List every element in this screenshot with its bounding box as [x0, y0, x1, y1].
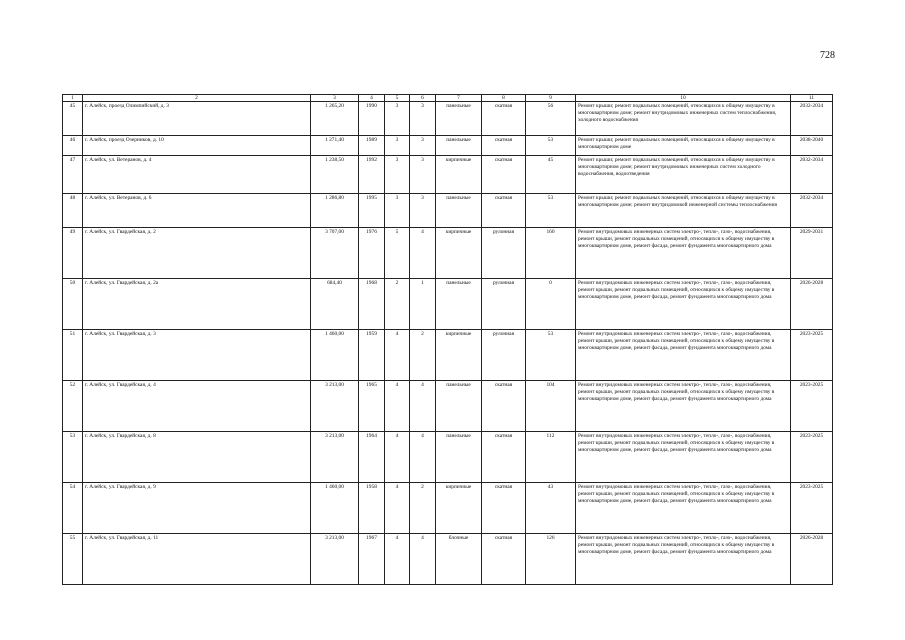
- area-cell: 1 460,00: [311, 330, 359, 381]
- apartments-cell: 160: [526, 228, 576, 279]
- apartments-cell: 53: [526, 136, 576, 156]
- table-row: [63, 330, 833, 381]
- address-cell: г. Алейск, ул. Ветеранов, д. 4: [83, 156, 311, 194]
- row-number-cell: 49: [63, 228, 83, 279]
- floors-cell: 3: [385, 156, 410, 194]
- walls-material-cell: панельные: [436, 194, 482, 228]
- walls-material-cell: панельные: [436, 432, 482, 483]
- year-cell: 1965: [359, 381, 385, 432]
- table-body: [63, 102, 833, 585]
- walls-material-cell: блочные: [436, 534, 482, 585]
- row-number-cell: 46: [63, 136, 83, 156]
- works-list-cell: Ремонт внутридомовых инженерных систем электро-, тепло-, газо-, водоснабжения, ремонт крыши, ремонт подвальных помещений, относящихся к общему имуществу в многоквартирном доме, ремонт фасада, ремонт фундамента многоквартирного дома: [576, 381, 791, 432]
- column-header: 2: [83, 95, 311, 102]
- table-row: [63, 156, 833, 194]
- column-header: 5: [385, 95, 410, 102]
- roof-type-cell: скатная: [482, 381, 526, 432]
- table-row: [63, 102, 833, 136]
- address-cell: г. Алейск, ул. Гвардейская, д. 2а: [83, 279, 311, 330]
- row-number-cell: 45: [63, 102, 83, 136]
- works-list-cell: Ремонт внутридомовых инженерных систем электро-, тепло-, газо-, водоснабжения, ремонт крыши, ремонт подвальных помещений, относящихся к общему имуществу в многоквартирном доме, ремонт фасада, ремонт фундамента многоквартирного дома: [576, 228, 791, 279]
- roof-type-cell: рулонная: [482, 228, 526, 279]
- row-number-cell: 50: [63, 279, 83, 330]
- address-cell: г. Алейск, ул. Гвардейская, д. 8: [83, 432, 311, 483]
- column-header: 1: [63, 95, 83, 102]
- row-number-cell: 48: [63, 194, 83, 228]
- floors-cell: 4: [385, 534, 410, 585]
- works-list-cell: Ремонт крыши; ремонт подвальных помещений, относящихся к общему имуществу в многоквартирном доме; ремонт внутридомовых инженерных систем холодного водоснабжения, водоотведения: [576, 156, 791, 194]
- apartments-cell: 45: [526, 156, 576, 194]
- table-row: [63, 136, 833, 156]
- area-cell: 1 286,80: [311, 194, 359, 228]
- area-cell: 3 213,00: [311, 432, 359, 483]
- address-cell: г. Алейск, ул. Гвардейская, д. 3: [83, 330, 311, 381]
- area-cell: 1 265,20: [311, 102, 359, 136]
- roof-type-cell: рулонная: [482, 279, 526, 330]
- column-header: 4: [359, 95, 385, 102]
- apartments-cell: 53: [526, 194, 576, 228]
- repair-period-cell: 2023-2025: [791, 483, 833, 534]
- apartments-cell: 126: [526, 534, 576, 585]
- floors-cell: 4: [385, 483, 410, 534]
- area-cell: 1 271,40: [311, 136, 359, 156]
- entrances-cell: 4: [410, 432, 436, 483]
- entrances-cell: 3: [410, 156, 436, 194]
- row-number-cell: 52: [63, 381, 83, 432]
- entrances-cell: 4: [410, 534, 436, 585]
- address-cell: г. Алейск, ул. Гвардейская, д. 9: [83, 483, 311, 534]
- table-row: [63, 279, 833, 330]
- column-header: 10: [576, 95, 791, 102]
- column-header: 9: [526, 95, 576, 102]
- year-cell: 1958: [359, 483, 385, 534]
- housing-register-table: [62, 94, 833, 585]
- apartments-cell: 43: [526, 483, 576, 534]
- walls-material-cell: панельные: [436, 102, 482, 136]
- works-list-cell: Ремонт внутридомовых инженерных систем электро-, тепло-, газо-, водоснабжения, ремонт крыши, ремонт подвальных помещений, относящихся к общему имуществу в многоквартирном доме, ремонт фасада, ремонт фундамента многоквартирного дома: [576, 432, 791, 483]
- entrances-cell: 4: [410, 381, 436, 432]
- entrances-cell: 3: [410, 194, 436, 228]
- entrances-cell: 3: [410, 136, 436, 156]
- repair-period-cell: 2023-2025: [791, 432, 833, 483]
- apartments-cell: 53: [526, 330, 576, 381]
- table-row: [63, 534, 833, 585]
- column-header: 11: [791, 95, 833, 102]
- table-row: [63, 228, 833, 279]
- area-cell: 3 707,00: [311, 228, 359, 279]
- repair-period-cell: 2038-2040: [791, 136, 833, 156]
- address-cell: г. Алейск, ул. Гвардейская, д. 2: [83, 228, 311, 279]
- address-cell: г. Алейск, ул. Гвардейская, д. 11: [83, 534, 311, 585]
- row-number-cell: 55: [63, 534, 83, 585]
- walls-material-cell: кирпичные: [436, 156, 482, 194]
- repair-period-cell: 2026-2028: [791, 279, 833, 330]
- entrances-cell: 3: [410, 102, 436, 136]
- roof-type-cell: скатная: [482, 483, 526, 534]
- table-row: [63, 483, 833, 534]
- roof-type-cell: скатная: [482, 156, 526, 194]
- roof-type-cell: скатная: [482, 102, 526, 136]
- entrances-cell: 2: [410, 483, 436, 534]
- floors-cell: 3: [385, 194, 410, 228]
- floors-cell: 4: [385, 432, 410, 483]
- walls-material-cell: кирпичные: [436, 228, 482, 279]
- entrances-cell: 4: [410, 228, 436, 279]
- column-header: 6: [410, 95, 436, 102]
- column-header: 7: [436, 95, 482, 102]
- floors-cell: 4: [385, 330, 410, 381]
- year-cell: 1992: [359, 156, 385, 194]
- roof-type-cell: скатная: [482, 194, 526, 228]
- walls-material-cell: панельные: [436, 381, 482, 432]
- row-number-cell: 47: [63, 156, 83, 194]
- table-row: [63, 381, 833, 432]
- floors-cell: 2: [385, 279, 410, 330]
- repair-period-cell: 2032-2034: [791, 102, 833, 136]
- address-cell: г. Алейск, ул. Гвардейская, д. 4: [83, 381, 311, 432]
- floors-cell: 4: [385, 381, 410, 432]
- roof-type-cell: скатная: [482, 432, 526, 483]
- column-header: 3: [311, 95, 359, 102]
- column-number-row: [63, 95, 833, 102]
- area-cell: 684,40: [311, 279, 359, 330]
- roof-type-cell: скатная: [482, 534, 526, 585]
- works-list-cell: Ремонт крыши; ремонт подвальных помещений, относящихся к общему имуществу в многоквартирном доме; ремонт внутридомовых инженерных систем теплоснабжения, холодного водоснабжения: [576, 102, 791, 136]
- year-cell: 1976: [359, 228, 385, 279]
- walls-material-cell: панельные: [436, 279, 482, 330]
- year-cell: 1995: [359, 194, 385, 228]
- floors-cell: 3: [385, 102, 410, 136]
- repair-period-cell: 2032-2034: [791, 194, 833, 228]
- roof-type-cell: скатная: [482, 136, 526, 156]
- floors-cell: 5: [385, 228, 410, 279]
- year-cell: 1968: [359, 279, 385, 330]
- row-number-cell: 54: [63, 483, 83, 534]
- works-list-cell: Ремонт внутридомовых инженерных систем электро-, тепло-, газо-, водоснабжения, ремонт крыши, ремонт подвальных помещений, относящихся к общему имуществу в многоквартирном доме, ремонт фасада, ремонт фундамента многоквартирного дома: [576, 279, 791, 330]
- entrances-cell: 1: [410, 279, 436, 330]
- address-cell: г. Алейск, ул. Ветеранов, д. 6: [83, 194, 311, 228]
- walls-material-cell: кирпичные: [436, 330, 482, 381]
- entrances-cell: 2: [410, 330, 436, 381]
- repair-period-cell: 2032-2034: [791, 156, 833, 194]
- repair-period-cell: 2023-2025: [791, 330, 833, 381]
- area-cell: 3 213,00: [311, 381, 359, 432]
- table-row: [63, 432, 833, 483]
- year-cell: 1990: [359, 102, 385, 136]
- year-cell: 1967: [359, 534, 385, 585]
- column-header: 8: [482, 95, 526, 102]
- floors-cell: 3: [385, 136, 410, 156]
- apartments-cell: 56: [526, 102, 576, 136]
- apartments-cell: 112: [526, 432, 576, 483]
- area-cell: 1 238,50: [311, 156, 359, 194]
- works-list-cell: Ремонт внутридомовых инженерных систем электро-, тепло-, газо-, водоснабжения, ремонт крыши, ремонт подвальных помещений, относящихся к общему имуществу в многоквартирном доме, ремонт фасада, ремонт фундамента многоквартирного дома: [576, 483, 791, 534]
- table-row: [63, 194, 833, 228]
- address-cell: г. Алейск, проезд Олимпийский, д. 3: [83, 102, 311, 136]
- apartments-cell: 0: [526, 279, 576, 330]
- repair-period-cell: 2023-2025: [791, 381, 833, 432]
- year-cell: 1964: [359, 432, 385, 483]
- repair-period-cell: 2029-2031: [791, 228, 833, 279]
- area-cell: 3 213,00: [311, 534, 359, 585]
- walls-material-cell: панельные: [436, 136, 482, 156]
- roof-type-cell: рулонная: [482, 330, 526, 381]
- works-list-cell: Ремонт крыши; ремонт подвальных помещений, относящихся к общему имуществу в многоквартирном доме; ремонт внутридомовой инженерной системы теплоснабжения: [576, 194, 791, 228]
- address-cell: г. Алейск, проезд Озерников, д. 10: [83, 136, 311, 156]
- row-number-cell: 53: [63, 432, 83, 483]
- row-number-cell: 51: [63, 330, 83, 381]
- walls-material-cell: кирпичные: [436, 483, 482, 534]
- works-list-cell: Ремонт крыши; ремонт подвальных помещений, относящихся к общему имуществу в многоквартирном доме: [576, 136, 791, 156]
- area-cell: 1 460,00: [311, 483, 359, 534]
- repair-period-cell: 2026-2028: [791, 534, 833, 585]
- year-cell: 1989: [359, 136, 385, 156]
- works-list-cell: Ремонт внутридомовых инженерных систем электро-, тепло-, газо-, водоснабжения, ремонт крыши, ремонт подвальных помещений, относящихся к общему имуществу в многоквартирном доме, ремонт фасада, ремонт фундамента многоквартирного дома: [576, 534, 791, 585]
- page-number: 728: [820, 50, 835, 61]
- year-cell: 1959: [359, 330, 385, 381]
- apartments-cell: 104: [526, 381, 576, 432]
- works-list-cell: Ремонт внутридомовых инженерных систем электро-, тепло-, газо-, водоснабжения, ремонт крыши, ремонт подвальных помещений, относящихся к общему имуществу в многоквартирном доме, ремонт фасада, ремонт фундамента многоквартирного дома: [576, 330, 791, 381]
